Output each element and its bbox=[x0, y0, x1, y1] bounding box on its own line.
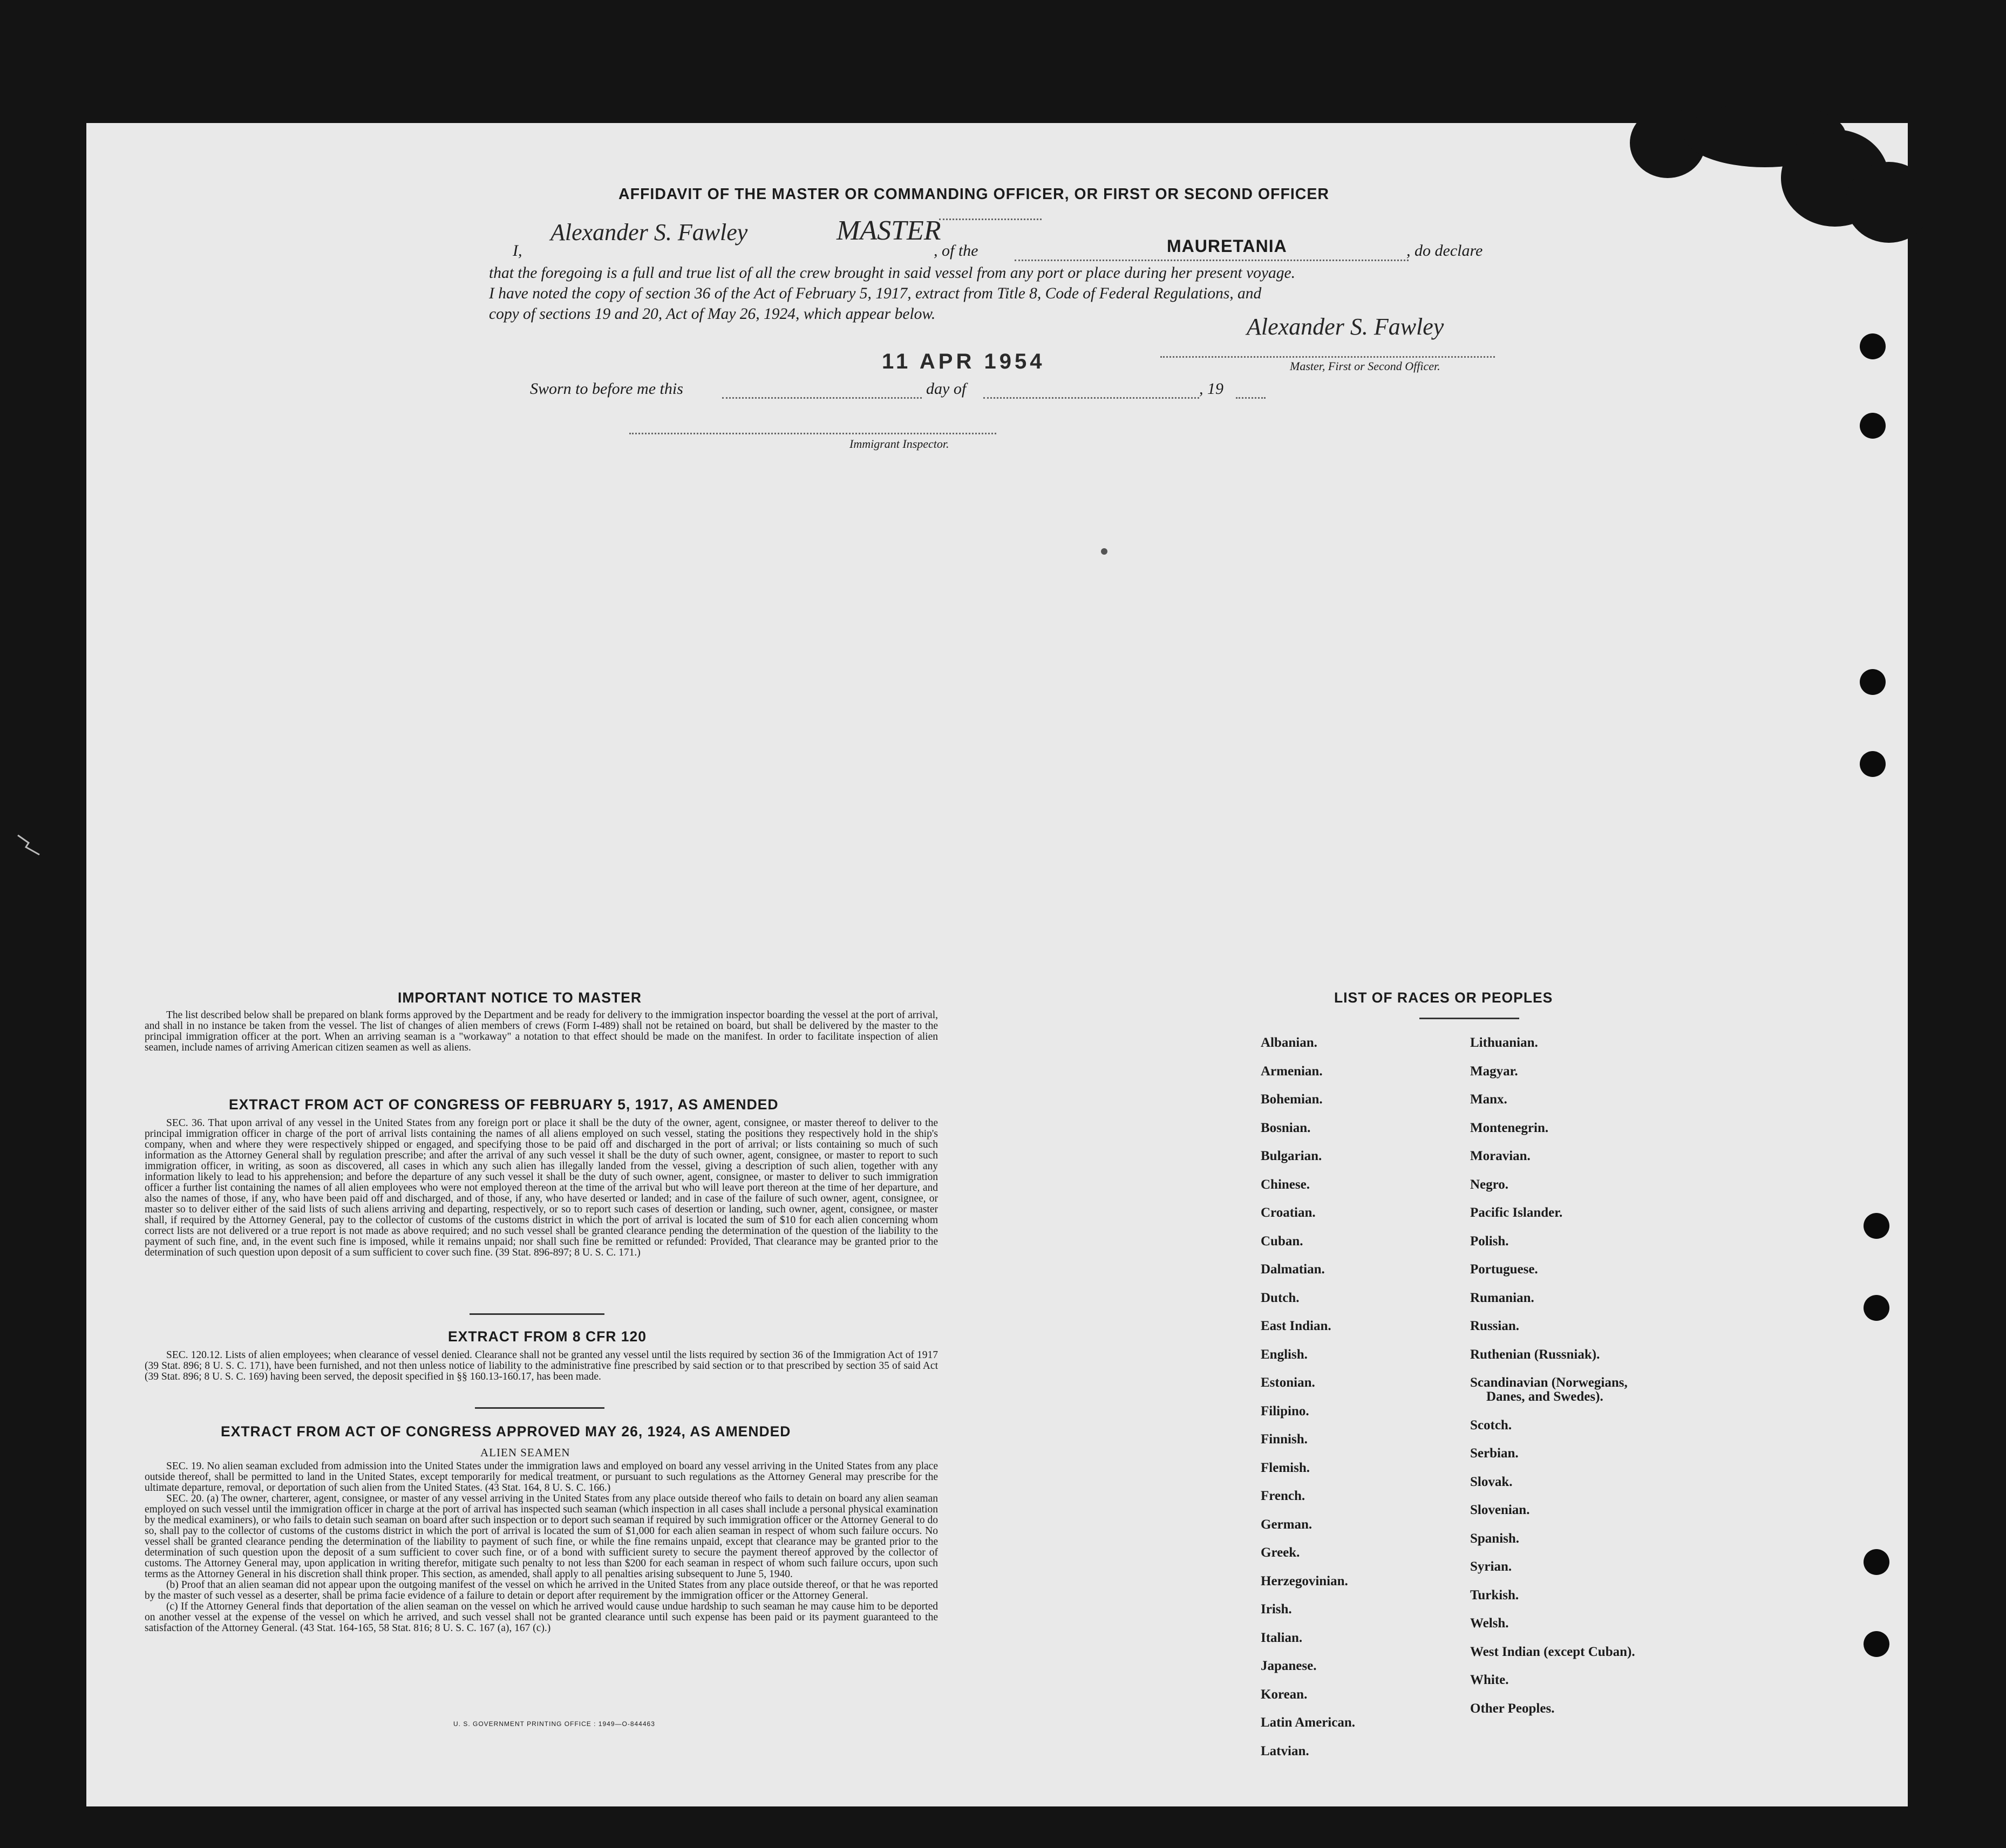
affidavit-do-declare: , do declare bbox=[1406, 242, 1483, 260]
master-signature: Alexander S. Fawley bbox=[1247, 313, 1444, 340]
race-item: Manx. bbox=[1470, 1092, 1507, 1107]
rank-line bbox=[939, 219, 1042, 220]
race-item: Bosnian. bbox=[1261, 1120, 1311, 1135]
section-divider bbox=[470, 1313, 604, 1315]
race-item: East Indian. bbox=[1261, 1319, 1331, 1333]
race-item: German. bbox=[1261, 1517, 1313, 1532]
affidavit-line1-prefix: I, bbox=[513, 242, 522, 260]
signature-line bbox=[1160, 356, 1495, 358]
extract-1924-subtitle: ALIEN SEAMEN bbox=[480, 1446, 570, 1459]
race-item: Negro. bbox=[1470, 1177, 1509, 1192]
inspector-caption: Immigrant Inspector. bbox=[849, 437, 949, 451]
race-item: Portuguese. bbox=[1470, 1262, 1538, 1277]
section-divider bbox=[475, 1407, 604, 1409]
race-item: Moravian. bbox=[1470, 1149, 1531, 1163]
extract-cfr-text: SEC. 120.12. Lists of alien employees; when clearance of vessel denied. Clearance shall not be granted any vessel until the lists required by section 36 of the Immigration Act of 1917 (39 Stat. 896; 8 U. S. C. 171), have been furnished, and not then unless notice of liability to the administrative fine prescribed by said section or to that prescribed by section 35 of said Act (39 Stat. 896; 8 U. S. C. 169) having been served, the deposit specified in §§ 160.13-160.17, has been made. bbox=[145, 1349, 938, 1382]
race-item: White. bbox=[1470, 1673, 1509, 1687]
extract-1924-sec20a: SEC. 20. (a) The owner, charterer, agent, consignee, or master of any vessel arriving in the United States from any place outside thereof who fails to detain on board any alien seaman employed on such vessel until the immigration officer in charge at the port of arrival has inspected such seaman (which inspection in all cases shall include a personal physical examination by the medical examiners), or who fails to detain such seaman on board after such inspection or to deport such seaman if required by such immigration officer or the Attorney General to do so, shall pay to the collector of customs of the customs district in which the port of arrival is located the sum of $1,000 for each alien seaman in respect of whom such failure occurs. No vessel shall be granted clearance pending the determination of the liability to payment of such fine, or while the fine remains unpaid, except that clearance may be granted prior to the determination of such question upon the deposit of a sum sufficient to cover such fine, or of a bond with sufficient surety to secure the payment thereof approved by the collector of customs. The Attorney General may, upon application in writing therefor, mitigate such penalty to not less than $200 for each seaman in respect of whom such failure occurs, upon such terms as the Attorney General in his discretion shall think proper. This section, as amended, shall apply to all penalties arising subsequent to June 5, 1940. bbox=[145, 1493, 938, 1580]
race-item: French. bbox=[1261, 1489, 1305, 1503]
race-item: Scotch. bbox=[1470, 1417, 1512, 1433]
punch-hole bbox=[1864, 1549, 1889, 1575]
punch-hole bbox=[1860, 413, 1886, 439]
affidavit-of-the: , of the bbox=[934, 242, 978, 260]
punch-hole bbox=[1860, 669, 1886, 695]
race-item: Syrian. bbox=[1470, 1559, 1512, 1574]
race-item: Polish. bbox=[1470, 1233, 1509, 1249]
race-item: Greek. bbox=[1261, 1545, 1300, 1560]
extract-cfr-block bbox=[145, 1350, 938, 1382]
race-item: Serbian. bbox=[1470, 1446, 1519, 1461]
extract-1917-text: SEC. 36. That upon arrival of any vessel in the United States from any foreign port or place it shall be the duty of the owner, agent, consignee, or master thereof to deliver to the principal immigration officer in charge of the port of arrival lists containing the names of all aliens employed on such vessel, stating the positions they respectively hold in the ship's company, when and where they were respectively shipped or engaged, and specifying those to be paid off and discharged in the port of arrival; or lists containing so much of such information as the Attorney General shall by regulation prescribe; and after the arrival of any such vessel it shall be the duty of such owner, agent, consignee, or master to report to such immigration officer, in writing, as soon as discovered, all cases in which any such alien has illegally landed from the vessel, giving a description of such alien, together with any information likely to lead to his apprehension; and before the departure of any such vessel it shall be the duty of such owner, agent, consignee, or master to deliver to such immigration officer a further list containing the names of all alien employees who were not employed thereon at the time of the arrival but who will leave port thereon at the time of her departure, and also the names of those, if any, who have been paid off and discharged, and of those, if any, who have deserted or landed; and in case of the failure of such owner, agent, consignee, or master so to deliver either of the said lists of such aliens arriving and departing, respectively, or so to report such cases of desertion or landing, such owner, agent, consignee, or master shall, if required by the Attorney General, pay to the collector of customs of the customs district in which the port of arrival is located the sum of $10 for each alien concerning whom correct lists are not delivered or a true report is not made as above required; and no such vessel shall be granted clearance pending the determination of the question of the liability to the payment of such fine, and, in the event such fine is imposed, while it remains unpaid; nor shall such fine be remitted or refunded: Provided, That clearance may be granted prior to the determination of such question upon deposit of a sum sufficient to cover such fine. (39 Stat. 896-897; 8 U. S. C. 171.) bbox=[145, 1117, 938, 1258]
race-item: Armenian. bbox=[1261, 1063, 1323, 1079]
race-item: Bohemian. bbox=[1261, 1092, 1323, 1107]
race-item: Cuban. bbox=[1261, 1233, 1303, 1249]
affidavit-body-line4: copy of sections 19 and 20, Act of May 26, 1924, which appear below. bbox=[489, 305, 936, 323]
race-item: Filipino. bbox=[1261, 1403, 1309, 1419]
races-column-1 bbox=[1261, 1035, 1355, 1771]
notice-text: The list described below shall be prepared on blank forms approved by the Department and be ready for delivery to the immigration inspector boarding the vessel at the port of arrival, and shall in no instance be taken from the vessel. The list of changes of alien members of crews (Form I-489) shall not be retained on board, but shall be delivered by the master to the principal immigration officer at the port. When an arriving seaman is a "workaway" a notation to that effect should be made on the manifest. In order to facilitate inspection of alien seamen, include names of arriving American citizen seamen as well as aliens. bbox=[145, 1010, 938, 1053]
date-stamp: 11 APR 1954 bbox=[882, 350, 1045, 373]
race-item: Lithuanian. bbox=[1470, 1035, 1538, 1050]
punch-hole bbox=[1860, 333, 1886, 359]
race-item: Italian. bbox=[1261, 1630, 1303, 1645]
race-item: Irish. bbox=[1261, 1602, 1292, 1617]
sworn-prefix: Sworn to before me this bbox=[530, 380, 683, 398]
rank-handwritten: MASTER bbox=[837, 215, 941, 246]
race-item: Chinese. bbox=[1261, 1177, 1310, 1192]
punch-hole bbox=[1860, 751, 1886, 777]
extract-cfr-title: EXTRACT FROM 8 CFR 120 bbox=[448, 1328, 647, 1345]
race-item: Korean. bbox=[1261, 1687, 1308, 1702]
race-item: Dalmatian. bbox=[1261, 1262, 1325, 1277]
punch-hole bbox=[1864, 1295, 1889, 1321]
vessel-name: MAURETANIA bbox=[1167, 236, 1287, 256]
punch-hole bbox=[1864, 1631, 1889, 1657]
race-item: Herzegovinian. bbox=[1261, 1573, 1348, 1588]
notice-text-block bbox=[145, 1010, 938, 1053]
extract-1924-title: EXTRACT FROM ACT OF CONGRESS APPROVED MAY 26, 1924, AS AMENDED bbox=[221, 1423, 791, 1440]
torn-corner bbox=[1846, 162, 1932, 243]
race-item: Spanish. bbox=[1470, 1531, 1520, 1546]
race-item: Danes, and Swedes). bbox=[1486, 1389, 1603, 1404]
race-item: Bulgarian. bbox=[1261, 1149, 1322, 1163]
race-item: Magyar. bbox=[1470, 1063, 1518, 1079]
extract-1924-sec19: SEC. 19. No alien seaman excluded from admission into the United States under the immigration laws and employed on board any vessel arriving in the United States from any place outside thereof, shall be permitted to land in the United States, except temporarily for medical treatment, or pursuant to such regulations as the Attorney General may prescribe for the ultimate departure, removal, or deportation of such alien from the United States. (43 Stat. 164, 8 U. S. C. 166.) bbox=[145, 1461, 938, 1494]
race-item: Turkish. bbox=[1470, 1587, 1519, 1602]
race-item: Rumanian. bbox=[1470, 1290, 1534, 1305]
race-item: Japanese. bbox=[1261, 1659, 1317, 1673]
extract-1924-sec20b: (b) Proof that an alien seaman did not appear upon the outgoing manifest of the vessel on which he arrived in the United States from any place outside thereof, or that he was reported by the master of such vessel as a deserter, shall be prima facie evidence of a failure to detain or deport after requirement by the immigration officer or the Attorney General. bbox=[145, 1579, 938, 1601]
punch-hole bbox=[1864, 1213, 1889, 1239]
sworn-day-line bbox=[722, 397, 922, 399]
race-item: Other Peoples. bbox=[1470, 1701, 1555, 1716]
race-item: Montenegrin. bbox=[1470, 1120, 1549, 1135]
affidavit-body-line3: I have noted the copy of section 36 of the Act of February 5, 1917, extract from Title 8, Code of Federal Regulations, and bbox=[489, 285, 1262, 302]
sworn-month-line bbox=[983, 397, 1199, 399]
paper-speck bbox=[1101, 548, 1107, 555]
race-item: Welsh. bbox=[1470, 1616, 1509, 1631]
edge-scratch-mark bbox=[15, 831, 47, 858]
sworn-year-line bbox=[1236, 397, 1266, 399]
signature-caption: Master, First or Second Officer. bbox=[1290, 359, 1440, 373]
race-item: Russian. bbox=[1470, 1319, 1520, 1333]
race-item: English. bbox=[1261, 1347, 1308, 1362]
vessel-name-line bbox=[1015, 260, 1409, 261]
extract-1924-sec20c: (c) If the Attorney General finds that deportation of the alien seaman on the vessel on which he arrived would cause undue hardship to such seaman he may cause him to be deported on another vessel at the expense of the vessel on which he arrived, and such vessel shall not be granted clearance until such expense has been paid or its payment guaranteed to the satisfaction of the Attorney General. (43 Stat. 164-165, 58 Stat. 816; 8 U. S. C. 167 (a), 167 (c).) bbox=[145, 1601, 938, 1634]
printing-office-line: U. S. GOVERNMENT PRINTING OFFICE : 1949—O-844463 bbox=[453, 1720, 655, 1728]
race-item: Dutch. bbox=[1261, 1290, 1300, 1305]
races-title-underline bbox=[1419, 1018, 1519, 1019]
races-column-2 bbox=[1470, 1035, 1635, 1729]
extract-1917-block bbox=[145, 1118, 938, 1258]
extract-1917-title: EXTRACT FROM ACT OF CONGRESS OF FEBRUARY 5, 1917, AS AMENDED bbox=[229, 1096, 779, 1113]
race-item: Slovenian. bbox=[1470, 1503, 1530, 1517]
race-item: Slovak. bbox=[1470, 1474, 1513, 1489]
race-item: West Indian (except Cuban). bbox=[1470, 1644, 1635, 1659]
race-item: Estonian. bbox=[1261, 1375, 1315, 1390]
race-item: Pacific Islander. bbox=[1470, 1205, 1563, 1220]
sworn-day-of: day of bbox=[926, 380, 967, 398]
master-name-handwritten: Alexander S. Fawley bbox=[550, 219, 748, 246]
races-title: LIST OF RACES OR PEOPLES bbox=[1334, 990, 1553, 1006]
extract-1924-block bbox=[145, 1461, 938, 1634]
race-item: Latvian. bbox=[1261, 1743, 1309, 1758]
race-item: Finnish. bbox=[1261, 1432, 1308, 1447]
race-item: Flemish. bbox=[1261, 1460, 1310, 1475]
race-item: Ruthenian (Russniak). bbox=[1470, 1347, 1600, 1362]
race-item: Scandinavian (Norwegians, bbox=[1470, 1375, 1628, 1390]
inspector-line bbox=[629, 433, 996, 434]
sworn-year: , 19 bbox=[1199, 380, 1223, 398]
notice-title: IMPORTANT NOTICE TO MASTER bbox=[398, 990, 642, 1006]
race-item: Albanian. bbox=[1261, 1035, 1317, 1050]
race-item: Latin American. bbox=[1261, 1715, 1355, 1730]
race-item: Croatian. bbox=[1261, 1205, 1316, 1220]
affidavit-body-line2: that the foregoing is a full and true list of all the crew brought in said vessel from any port or place during her present voyage. bbox=[489, 264, 1295, 282]
affidavit-title: AFFIDAVIT OF THE MASTER OR COMMANDING OFFICER, OR FIRST OR SECOND OFFICER bbox=[618, 186, 1329, 203]
